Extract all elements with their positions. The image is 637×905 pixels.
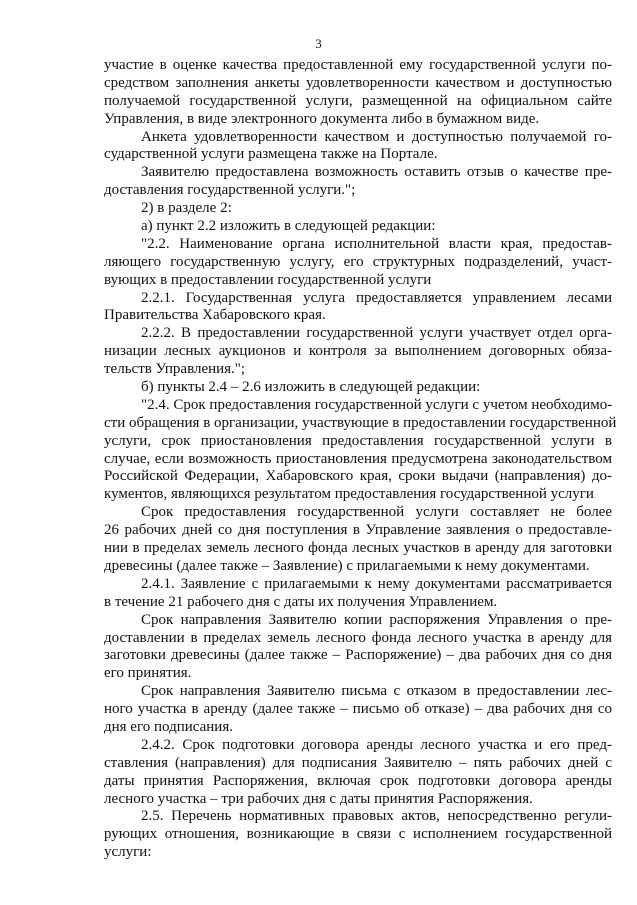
text-line: 2.4.2. Срок подготовки договора аренды лесного участка и его пред- (141, 736, 612, 753)
text-line: заготовки древесины (далее также – Распоряжение) – два рабочих дня со дня (104, 647, 612, 664)
text-line: 2.5. Перечень нормативных правовых актов, непосредственно регули- (141, 808, 612, 825)
text-line: б) пункты 2.4 – 2.6 изложить в следующей редакции: (141, 379, 481, 396)
text-line: сударственной услуги размещена также на Портале. (104, 146, 438, 163)
text-line: 26 рабочих дней со дня поступления в Управление заявления о предоставле- (104, 522, 612, 539)
text-line: участие в оценке качества предоставленной ему государственной услуги по- (104, 57, 612, 73)
text-line: вующих в предоставлении государственной услуги (104, 271, 432, 288)
text-line: "2.2. Наименование органа исполнительной власти края, предостав- (141, 235, 612, 252)
text-line: доставления государственной услуги."; (104, 182, 356, 199)
text-line: ного участка в аренду (далее также – письмо об отказе) – два рабочих дня со (104, 701, 612, 718)
text-line: случае, если возможность приостановления предусмотрена законодательством (104, 450, 612, 467)
text-line: услуги, срок приостановления предоставления государственной услуги в (104, 432, 612, 449)
text-line: сти обращения в организации, участвующие в предоставлении государственной (104, 414, 617, 431)
text-line: 2.4.1. Заявление с прилагаемыми к нему документами рассматривается (141, 575, 612, 592)
text-line: Российской Федерации, Хабаровского края, сроки выдачи (направления) до- (104, 468, 612, 485)
text-line: тельств Управления."; (104, 361, 246, 378)
text-line: Заявителю предоставлена возможность оставить отзыв о качестве пре- (141, 164, 612, 181)
text-line: "2.4. Срок предоставления государственной услуги с учетом необходимо- (141, 396, 613, 413)
text-line: 2.2.1. Государственная услуга предоставляется управлением лесами (141, 289, 612, 306)
text-line: кументов, являющихся результатом предоставления государственной услуги (104, 486, 594, 503)
document-body (104, 57, 617, 862)
text-line: ляющего государственную услугу, его структурных подразделений, участ- (104, 253, 612, 270)
text-line: ставления (направления) для подписания Заявителю – пять рабочих дней с (104, 754, 612, 771)
text-line: Правительства Хабаровского края. (104, 307, 326, 324)
text-line: Срок предоставления государственной услуги составляет не более (141, 504, 612, 521)
text-line: Срок направления Заявителю копии распоряжения Управления о пре- (141, 611, 612, 628)
text-line: в течение 21 рабочего дня с даты их получения Управлением. (104, 593, 498, 610)
text-line: низации лесных аукционов и контроля за выполнением договорных обяза- (104, 343, 612, 360)
page-number: 3 (315, 36, 322, 51)
text-line: Управления, в виде электронного документа либо в бумажном виде. (104, 110, 540, 127)
text-line: доставлении в пределах земель лесного фонда лесного участка в аренду для (104, 629, 612, 646)
text-line: лесного участка – три рабочих дня с даты принятия Распоряжения. (104, 790, 533, 807)
text-line: древесины (далее также – Заявление) с прилагаемыми к нему документами. (104, 557, 590, 574)
text-line: услуги: (104, 844, 152, 861)
text-line: рующих отношения, возникающие в связи с исполнением государственной (104, 826, 612, 843)
text-line: его принятия. (104, 665, 192, 682)
text-line: получаемой государственной услуги, размещенной на официальном сайте (104, 92, 612, 109)
text-line: дня его подписания. (104, 718, 233, 735)
text-line: нии в пределах земель лесного фонда лесных участков в аренду для заготовки (104, 540, 612, 557)
text-line: 2) в разделе 2: (141, 200, 232, 217)
text-line: Срок направления Заявителю письма с отказом в предоставлении лес- (141, 683, 612, 700)
text-line: даты принятия Распоряжения, включая срок подготовки договора аренды (104, 772, 612, 789)
text-line: а) пункт 2.2 изложить в следующей редакции: (141, 218, 436, 235)
text-line: средством заполнения анкеты удовлетворенности качеством и доступностью (104, 74, 612, 91)
text-line: Анкета удовлетворенности качеством и доступностью получаемой го- (141, 128, 612, 145)
text-line: 2.2.2. В предоставлении государственной услуги участвует отдел орга- (141, 325, 612, 342)
